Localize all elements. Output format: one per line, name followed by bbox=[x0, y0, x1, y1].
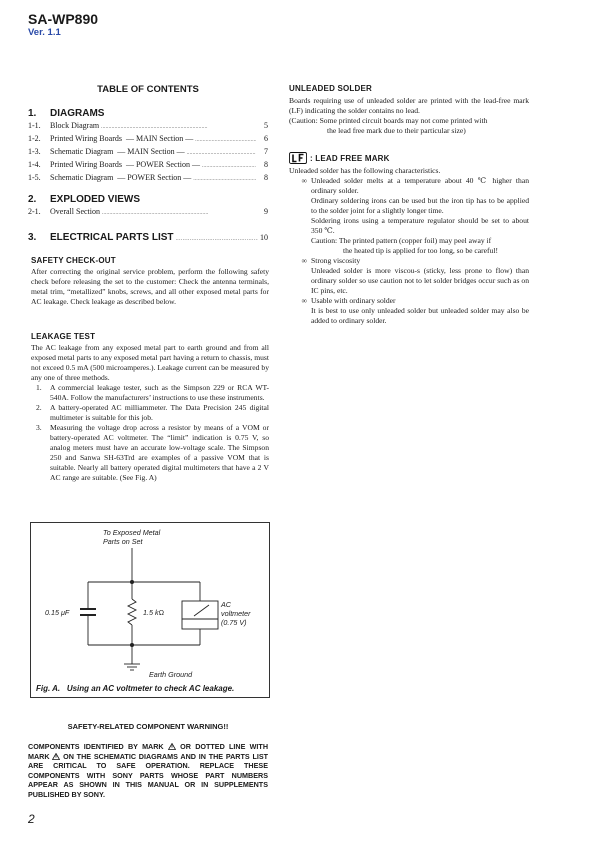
list-item bbox=[31, 423, 269, 483]
toc-leader bbox=[101, 120, 256, 133]
unleaded-caution-cont: the lead free mark due to their particular size) bbox=[327, 126, 466, 135]
list-item-text: Measuring the voltage drop across a resistor by means of a VOM or battery-operated AC voltmeter. The “limit” indication is 0.75 V, so analog meters must have an accurate low-voltage scale. The Simpson 250 and Sanwa SH-63Trd are examples of a passive VOM that is suitable. Nearly all battery operated digital multimeters that have a 2 V AC range are suitable. (See Fig. A) bbox=[50, 423, 269, 482]
toc-item[interactable] bbox=[28, 133, 268, 146]
unleaded-heading: UNLEADED SOLDER bbox=[289, 84, 373, 93]
probe-label bbox=[103, 528, 160, 546]
bullet-infinity-icon: ∞ bbox=[301, 256, 307, 265]
toc-item-number: 2-1. bbox=[28, 207, 41, 216]
list-item-number: 1. bbox=[36, 383, 42, 392]
leakage-test-section bbox=[31, 332, 269, 483]
toc-leader bbox=[193, 172, 256, 185]
toc-item[interactable] bbox=[28, 120, 268, 133]
list-item bbox=[289, 296, 529, 306]
document-header bbox=[28, 11, 98, 39]
list-item-caution-cont: the heated tip is applied for too long, so be careful! bbox=[343, 246, 498, 255]
safety-text: After correcting the original service problem, perform the following safety check before releasing the set to the customer: Check the antenna terminals, metal trim, “metallized” knobs, screws, and all other exposed metal parts for AC leakage. Check leakage as described below. bbox=[31, 267, 269, 306]
lead-free-mark-section bbox=[289, 152, 529, 326]
warning-triangle-icon bbox=[168, 743, 176, 750]
leakage-heading: LEAKAGE TEST bbox=[31, 332, 96, 341]
capacitor-label: 0.15 μF bbox=[45, 608, 70, 617]
page-number: 2 bbox=[28, 812, 35, 826]
toc-item-page: 7 bbox=[264, 147, 268, 156]
figure-a-circuit bbox=[30, 522, 270, 698]
warning-text-part: COMPONENTS IDENTIFIED BY MARK bbox=[28, 742, 164, 751]
list-item bbox=[31, 383, 269, 403]
toc-section-title: EXPLODED VIEWS bbox=[50, 194, 141, 205]
toc-leader bbox=[176, 232, 258, 243]
toc-title: TABLE OF CONTENTS bbox=[97, 84, 199, 95]
list-item-detail: Unleaded solder is more viscou-s (sticky, less prone to flow) than ordinary solder so use caution not to let solder bridges occur such as on IC pins, etc. bbox=[311, 266, 529, 295]
toc-section-number: 3. bbox=[28, 232, 37, 243]
toc-item[interactable] bbox=[28, 146, 268, 159]
toc-item-page: 9 bbox=[264, 207, 268, 216]
toc-item-label: Printed Wiring Boards — POWER Section — bbox=[50, 160, 200, 169]
model-number: SA-WP890 bbox=[28, 11, 99, 27]
version-label: Ver. 1.1 bbox=[28, 27, 61, 38]
toc-item-label: Schematic Diagram — MAIN Section — bbox=[50, 147, 185, 156]
toc-section-page: 10 bbox=[260, 233, 268, 242]
warning-triangle-icon bbox=[52, 753, 60, 760]
toc-item-number: 1-5. bbox=[28, 173, 41, 182]
toc-item[interactable] bbox=[28, 172, 268, 185]
toc-item-number: 1-4. bbox=[28, 160, 41, 169]
warning-text bbox=[28, 742, 268, 800]
leakage-intro: The AC leakage from any exposed metal part to earth ground and from all exposed metal parts to any exposed metal part having a return to chassis, must not exceed 0.5 mA (500 microamperes.). Leakage current can be measured by any one of three methods. bbox=[31, 343, 269, 382]
table-of-contents bbox=[28, 84, 268, 243]
toc-item-label: Block Diagram bbox=[50, 121, 100, 130]
list-item-number: 3. bbox=[36, 423, 42, 432]
toc-leader bbox=[187, 146, 256, 159]
lf-intro: Unleaded solder has the following characteristics. bbox=[289, 166, 441, 175]
voltmeter-box bbox=[182, 601, 218, 629]
unleaded-solder-section bbox=[289, 84, 529, 136]
safety-heading: SAFETY CHECK-OUT bbox=[31, 256, 116, 265]
resistor-label: 1.5 kΩ bbox=[143, 608, 165, 617]
bullet-infinity-icon: ∞ bbox=[301, 176, 307, 185]
toc-section-exploded-views[interactable] bbox=[28, 194, 268, 205]
warning-text-part: ON THE SCHEMATIC DIAGRAMS AND IN THE PARTS LIST ARE CRITICAL TO SAFE OPERATION. REPLACE THESE COMPONENTS WITH SONY PARTS WHOSE PART NUMBERS APPEAR AS SHOWN IN THIS MANUAL OR IN SUPPLEMENTS PUBLISHED BY SONY. bbox=[28, 751, 269, 799]
list-item-number: 2. bbox=[36, 403, 42, 412]
unleaded-caution: (Caution: Some printed circuit boards may not come printed with bbox=[289, 116, 488, 125]
list-item bbox=[289, 176, 529, 196]
warning-title: SAFETY-RELATED COMPONENT WARNING!! bbox=[67, 722, 229, 731]
unleaded-text: Boards requiring use of unleaded solder are printed with the lead-free mark (LF) indicating the solder contains no lead. bbox=[289, 96, 529, 115]
ground-icon bbox=[124, 664, 140, 670]
toc-item-page: 6 bbox=[264, 134, 268, 143]
toc-section-number: 2. bbox=[28, 194, 37, 205]
resistor-zigzag bbox=[128, 599, 136, 625]
probe-label-line: To Exposed Metal bbox=[103, 528, 161, 537]
toc-section-electrical-parts-list[interactable] bbox=[28, 232, 268, 243]
toc-leader bbox=[102, 206, 256, 219]
warning-text-part: OR DOTTED LINE WITH MARK bbox=[28, 742, 269, 761]
lf-heading: : LEAD FREE MARK bbox=[310, 153, 390, 163]
toc-leader bbox=[202, 159, 256, 172]
voltmeter-label bbox=[221, 600, 251, 627]
toc-section-number: 1. bbox=[28, 108, 37, 119]
list-item-caution: Caution: The printed pattern (copper foil) may peel away if bbox=[311, 236, 492, 245]
toc-section-diagrams[interactable] bbox=[28, 108, 268, 119]
toc-section-title: DIAGRAMS bbox=[50, 108, 105, 119]
toc-item-label: Overall Section bbox=[50, 207, 100, 216]
toc-item[interactable] bbox=[28, 206, 268, 219]
safety-checkout-section bbox=[31, 256, 269, 307]
list-item-detail: Ordinary soldering irons can be used but the iron tip has to be applied to the solder joint for a slightly longer time. bbox=[311, 196, 529, 215]
toc-item-page: 8 bbox=[264, 160, 268, 169]
voltmeter-label-line: voltmeter bbox=[221, 609, 251, 618]
toc-item-number: 1-1. bbox=[28, 121, 41, 130]
toc-item-page: 5 bbox=[264, 121, 268, 130]
voltmeter-label-line: (0.75 V) bbox=[221, 618, 247, 627]
list-item-text: A battery-operated AC milliammeter. The Data Precision 245 digital multimeter is suitable for this job. bbox=[50, 403, 269, 422]
list-item-text: Strong viscosity bbox=[311, 256, 361, 265]
toc-leader bbox=[195, 133, 256, 146]
bullet-infinity-icon: ∞ bbox=[301, 296, 307, 305]
list-item-detail: Soldering irons using a temperature regulator should be set to about 350 ℃. bbox=[311, 216, 529, 235]
list-item-text: A commercial leakage tester, such as the Simpson 229 or RCA WT-540A. Follow the manufacturers’ instructions to use these instruments. bbox=[50, 383, 269, 402]
list-item bbox=[31, 403, 269, 423]
probe-label-line: Parts on Set bbox=[103, 537, 143, 546]
ground-label: Earth Ground bbox=[149, 670, 193, 679]
component-warning bbox=[28, 722, 268, 800]
toc-item-number: 1-3. bbox=[28, 147, 41, 156]
toc-item-page: 8 bbox=[264, 173, 268, 182]
list-item bbox=[289, 256, 529, 266]
lead-free-logo-icon bbox=[289, 152, 307, 164]
toc-item[interactable] bbox=[28, 159, 268, 172]
voltmeter-label-line: AC bbox=[221, 600, 231, 609]
list-item-text: Usable with ordinary solder bbox=[311, 296, 396, 305]
figure-caption: Fig. A. Using an AC voltmeter to check AC leakage. bbox=[36, 684, 235, 693]
list-item-text: Unleaded solder melts at a temperature about 40 ℃ higher than ordinary solder. bbox=[311, 176, 529, 195]
toc-item-number: 1-2. bbox=[28, 134, 41, 143]
lf-heading-row bbox=[289, 152, 529, 164]
voltmeter-needle bbox=[194, 605, 209, 616]
toc-item-label: Printed Wiring Boards — MAIN Section — bbox=[50, 134, 194, 143]
toc-item-label: Schematic Diagram — POWER Section — bbox=[50, 173, 192, 182]
toc-section-title: ELECTRICAL PARTS LIST bbox=[50, 232, 174, 243]
list-item-detail: It is best to use only unleaded solder but unleaded solder may also be added to ordinary solder. bbox=[311, 306, 529, 325]
